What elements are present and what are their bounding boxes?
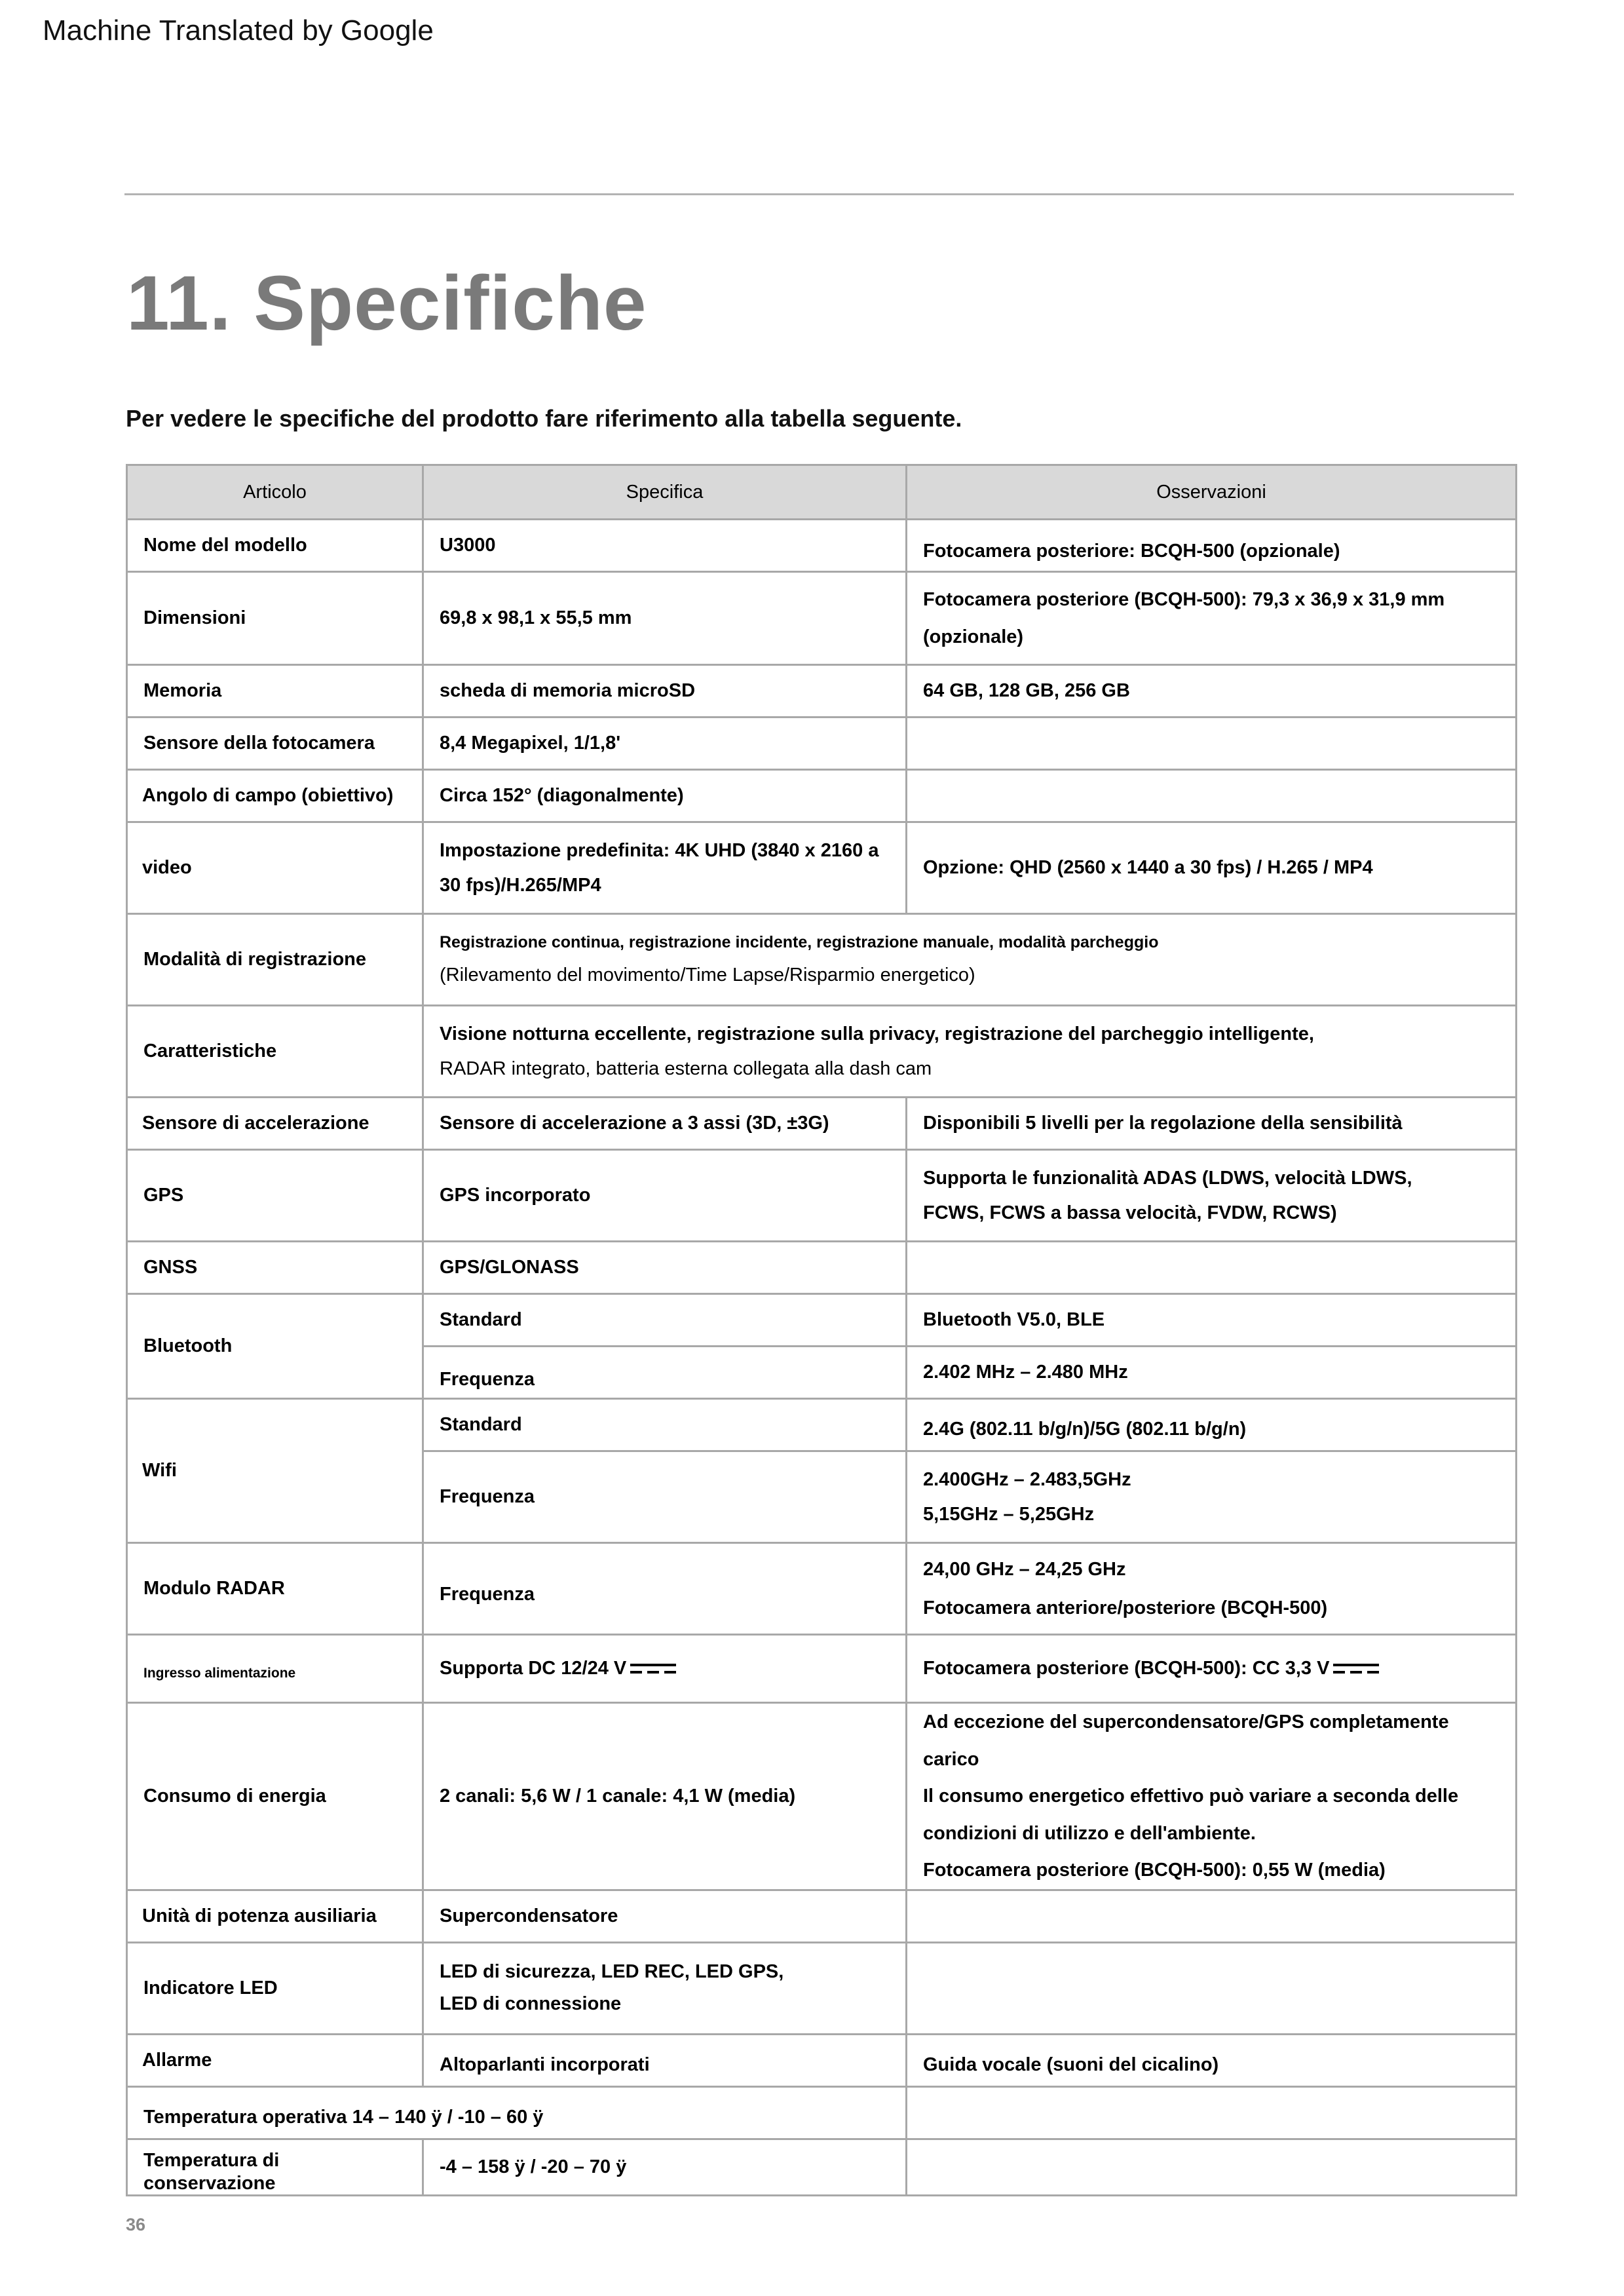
spec-line: Registrazione continua, registrazione incidente, registrazione manuale, modalità parcheggio (440, 933, 1159, 952)
table-row (127, 1006, 1517, 1098)
row-notes: 2.4G (802.11 b/g/n)/5G (802.11 b/g/n) (907, 1399, 1517, 1451)
row-label: video (127, 822, 423, 914)
row-notes: Disponibili 5 livelli per la regolazione della sensibilità (907, 1098, 1517, 1150)
row-notes (907, 1635, 1517, 1703)
row-notes (907, 1942, 1517, 2034)
notes-line: condizioni di utilizzo e dell'ambiente. (923, 1822, 1256, 1844)
table-row (127, 718, 1517, 770)
row-spec (423, 914, 1517, 1006)
machine-translation-banner: Machine Translated by Google (43, 14, 434, 47)
table-row (127, 1890, 1517, 1942)
row-label: GPS (127, 1150, 423, 1242)
row-notes: 64 GB, 128 GB, 256 GB (907, 665, 1517, 718)
row-spec: Altoparlanti incorporati (423, 2034, 907, 2086)
notes-line: Fotocamera posteriore (BCQH-500): 79,3 x 36,9 x 31,9 mm (923, 588, 1445, 610)
notes-line: Fotocamera posteriore (BCQH-500): 0,55 W (media) (923, 1860, 1386, 1881)
row-label: Temperatura di conservazione (127, 2139, 423, 2196)
notes-line: Il consumo energetico effettivo può variare a seconda delle (923, 1786, 1459, 1807)
row-sublabel: Frequenza (423, 1347, 907, 1399)
spec-line: Visione notturna eccellente, registrazione sulla privacy, registrazione del parcheggio intelligente, (440, 1023, 1314, 1044)
header-divider (124, 193, 1514, 195)
row-spec (423, 1942, 907, 2034)
row-spec: -4 – 158 ÿ / -20 – 70 ÿ (423, 2139, 907, 2196)
spec-line: LED di sicurezza, LED REC, LED GPS, (440, 1961, 784, 1983)
table-row (127, 1150, 1517, 1242)
row-label: Ingresso alimentazione (127, 1635, 423, 1703)
row-notes: Fotocamera posteriore: BCQH-500 (opzionale) (907, 520, 1517, 572)
row-label: Allarme (127, 2034, 423, 2086)
row-label: Wifi (127, 1399, 423, 1543)
spec-line: Impostazione predefinita: 4K UHD (3840 x 2160 a (440, 839, 879, 861)
spec-line: RADAR integrato, batteria esterna collegata alla dash cam (440, 1058, 932, 1079)
intro-text: Per vedere le specifiche del prodotto fare riferimento alla tabella seguente. (126, 405, 962, 432)
row-label: Nome del modello (127, 520, 423, 572)
row-spec: 8,4 Megapixel, 1/1,8' (423, 718, 907, 770)
row-spec: GPS/GLONASS (423, 1242, 907, 1294)
table-row (127, 770, 1517, 822)
table-row (127, 1635, 1517, 1703)
row-label: Unità di potenza ausiliaria (127, 1890, 423, 1942)
row-spec (423, 822, 907, 914)
row-label: GNSS (127, 1242, 423, 1294)
row-label: Sensore di accelerazione (127, 1098, 423, 1150)
row-notes: Guida vocale (suoni del cicalino) (907, 2034, 1517, 2086)
row-notes (907, 1703, 1517, 1890)
row-spec: 69,8 x 98,1 x 55,5 mm (423, 572, 907, 665)
notes-line: FCWS, FCWS a bassa velocità, FVDW, RCWS) (923, 1202, 1337, 1223)
notes-line: 2.400GHz – 2.483,5GHz (923, 1468, 1131, 1490)
table-row (127, 520, 1517, 572)
row-spec: U3000 (423, 520, 907, 572)
row-label: Dimensioni (127, 572, 423, 665)
row-notes (907, 718, 1517, 770)
power-input-notes: Fotocamera posteriore (BCQH-500): CC 3,3 V (923, 1658, 1330, 1679)
row-label: Indicatore LED (127, 1942, 423, 2034)
table-row (127, 1098, 1517, 1150)
row-sublabel: Standard (423, 1399, 907, 1451)
row-spec (423, 1006, 1517, 1098)
row-label: Modulo RADAR (127, 1543, 423, 1635)
table-header-row (127, 465, 1517, 520)
table-row (127, 665, 1517, 718)
row-notes (907, 1890, 1517, 1942)
row-notes: Bluetooth V5.0, BLE (907, 1294, 1517, 1347)
header-spec: Specifica (423, 465, 907, 520)
notes-line: (opzionale) (923, 626, 1024, 647)
page-number: 36 (126, 2215, 146, 2234)
specifications-table (126, 464, 1517, 2196)
spec-line: LED di connessione (440, 1993, 622, 2015)
spec-line: 30 fps)/H.265/MP4 (440, 874, 601, 896)
notes-line: 24,00 GHz – 24,25 GHz (923, 1558, 1126, 1580)
row-sublabel: Frequenza (423, 1451, 907, 1543)
header-item: Articolo (127, 465, 423, 520)
table-row (127, 1543, 1517, 1635)
row-notes (907, 1150, 1517, 1242)
table-row (127, 1703, 1517, 1890)
table-row (127, 2034, 1517, 2086)
row-notes (907, 770, 1517, 822)
row-notes: Opzione: QHD (2560 x 1440 a 30 fps) / H.265 / MP4 (907, 822, 1517, 914)
row-spec: 2 canali: 5,6 W / 1 canale: 4,1 W (media) (423, 1703, 907, 1890)
row-label: Bluetooth (127, 1294, 423, 1399)
row-notes: 2.402 MHz – 2.480 MHz (907, 1347, 1517, 1399)
row-label: Temperatura operativa 14 – 140 ÿ / -10 – 60 ÿ (127, 2086, 907, 2139)
header-notes: Osservazioni (907, 465, 1517, 520)
table-row (127, 822, 1517, 914)
row-spec: Frequenza (423, 1543, 907, 1635)
row-spec: GPS incorporato (423, 1150, 907, 1242)
page-title: 11. Specifiche (126, 260, 647, 347)
table-row (127, 572, 1517, 665)
notes-line: 5,15GHz – 5,25GHz (923, 1503, 1095, 1525)
notes-line: Fotocamera anteriore/posteriore (BCQH-500) (923, 1597, 1328, 1618)
dc-symbol-icon (629, 1662, 677, 1676)
row-spec: scheda di memoria microSD (423, 665, 907, 718)
row-spec: Circa 152° (diagonalmente) (423, 770, 907, 822)
power-input-text: Supporta DC 12/24 V (440, 1658, 627, 1679)
row-notes (907, 1242, 1517, 1294)
row-spec: Sensore di accelerazione a 3 assi (3D, ±3G) (423, 1098, 907, 1150)
notes-line: Supporta le funzionalità ADAS (LDWS, velocità LDWS, (923, 1167, 1412, 1189)
row-label: Modalità di registrazione (127, 914, 423, 1006)
row-spec (423, 1635, 907, 1703)
table-row (127, 1942, 1517, 2034)
row-notes (907, 1543, 1517, 1635)
row-notes (907, 2086, 1517, 2139)
row-notes (907, 1451, 1517, 1543)
row-label: Caratteristiche (127, 1006, 423, 1098)
row-label: Angolo di campo (obiettivo) (127, 770, 423, 822)
table-row (127, 2086, 1517, 2139)
table-row (127, 1294, 1517, 1347)
table-row (127, 1242, 1517, 1294)
notes-line: Ad eccezione del supercondensatore/GPS completamente carico (923, 1712, 1449, 1770)
row-notes (907, 572, 1517, 665)
table-row (127, 914, 1517, 1006)
table-row (127, 1399, 1517, 1451)
table-row (127, 2139, 1517, 2196)
row-label: Sensore della fotocamera (127, 718, 423, 770)
spec-line: (Rilevamento del movimento/Time Lapse/Risparmio energetico) (440, 965, 975, 986)
row-notes (907, 2139, 1517, 2196)
row-label: Memoria (127, 665, 423, 718)
dc-symbol-icon (1332, 1662, 1380, 1676)
row-sublabel: Standard (423, 1294, 907, 1347)
row-spec: Supercondensatore (423, 1890, 907, 1942)
row-label: Consumo di energia (127, 1703, 423, 1890)
